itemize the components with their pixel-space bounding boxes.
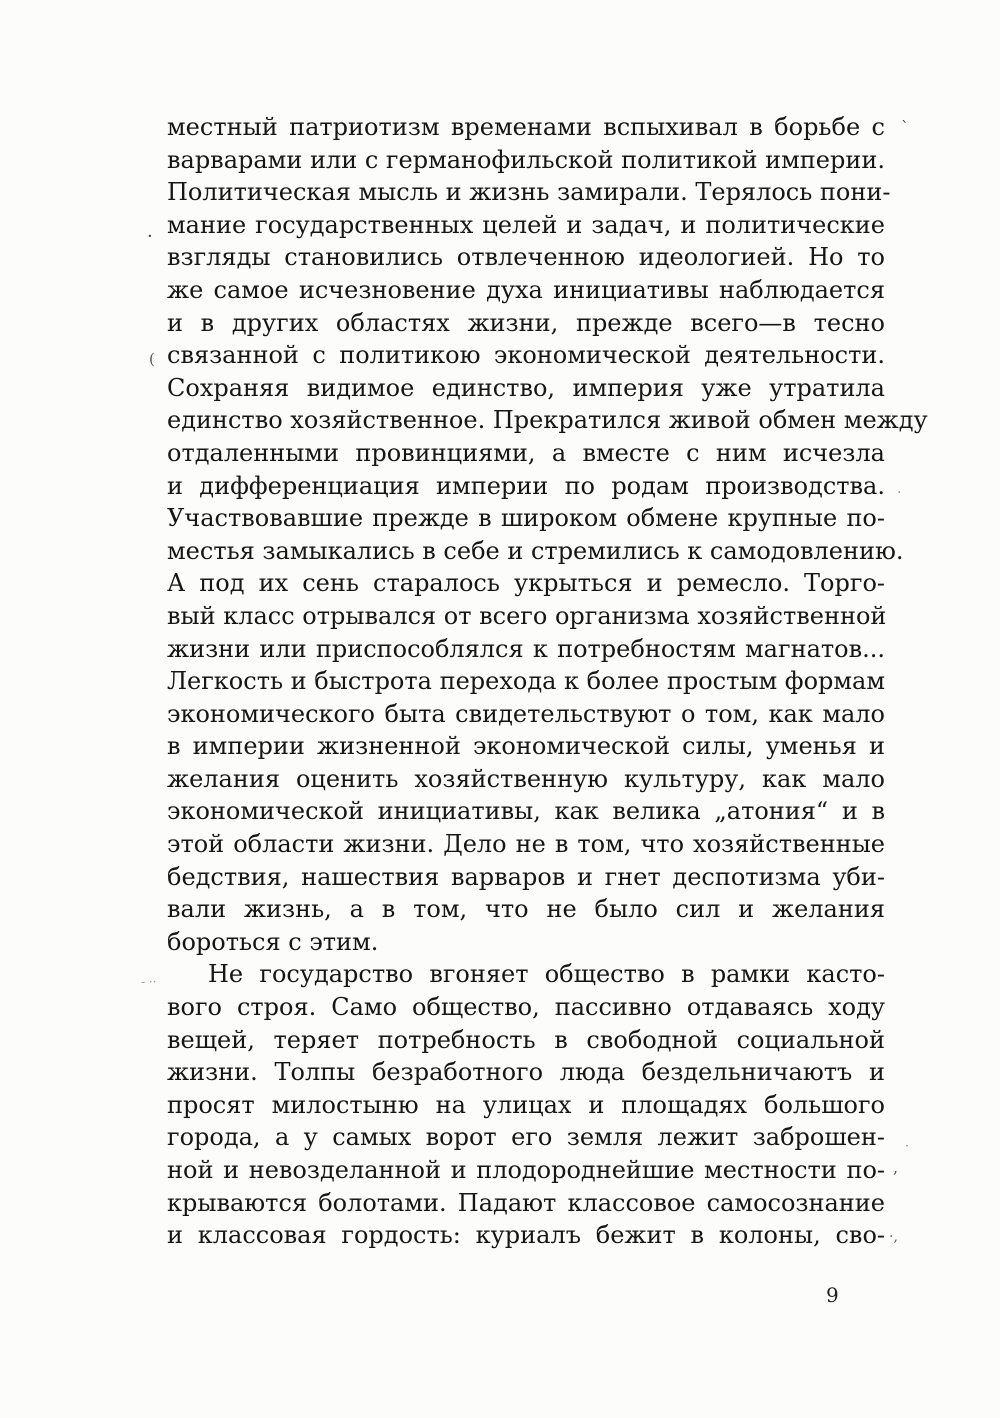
text-line: Легкость и быстрота перехода к более простым формам: [167, 667, 886, 696]
scan-artifact: - ··: [141, 975, 157, 989]
text-line: вали жизнь, а в том, что не было сил и желания: [167, 895, 885, 924]
text-line: и классовая гордость: куриалъ бежит в колоны, сво-: [167, 1221, 885, 1250]
page-text: [167, 111, 928, 1252]
text-line: бороться с этим.: [167, 927, 379, 956]
text-line: вещей, теряет потребность в свободной социальной: [167, 1025, 885, 1054]
text-line: вый класс отрывался от всего организма хозяйственной: [167, 601, 887, 630]
text-line: просят милостыню на улицах и площадях большого: [167, 1090, 885, 1119]
text-line: экономического быта свидетельствуют о том, как мало: [167, 699, 885, 728]
text-line: Не государство вгоняет общество в рамки касто-: [208, 960, 885, 989]
text-line: Сохраняя видимое единство, империя уже утратила: [167, 373, 885, 402]
text-line: этой области жизни. Дело не в том, что хозяйственные: [167, 830, 885, 859]
text-line: Политическая мысль и жизнь замирали. Терялось пони-: [167, 178, 891, 207]
text-line: взгляды становились отвлеченною идеологией. Но то: [167, 243, 885, 272]
scan-artifact: ·: [905, 1139, 910, 1154]
text-line: мание государственных целей и задач, и политические: [167, 210, 885, 239]
scan-artifact: `: [901, 118, 909, 137]
text-line: варварами или с германофильской политикой империи.: [167, 145, 885, 174]
text-line: в империи жизненной экономической силы, уменья и: [167, 732, 885, 761]
text-line: экономической инициативы, как велика „атония“ и в: [167, 797, 885, 826]
text-line: бедствия, нашествия варваров и гнет деспотизма уби-: [167, 862, 885, 891]
scan-artifact: ·,: [889, 1229, 898, 1245]
text-line: местья замыкались в себе и стремились к самодовлению.: [167, 536, 904, 565]
text-line: и в других областях жизни, прежде всего—в тесно: [167, 308, 885, 337]
text-line: крываются болотами. Падают классовое самосознание: [167, 1188, 885, 1217]
text-line: вого строя. Само общество, пассивно отдаваясь ходу: [167, 993, 885, 1022]
text-line: желания оценить хозяйственную культуру, как мало: [167, 764, 885, 793]
scan-artifact: (: [149, 350, 155, 368]
text-line: связанной с политикою экономической деятельности.: [167, 341, 885, 370]
text-line: отдаленными провинциями, а вместе с ним исчезла: [167, 438, 885, 467]
text-line: жизни или приспособлялся к потребностям магнатов...: [167, 634, 885, 663]
text-line: единство хозяйственное. Прекратился живой обмен между: [167, 406, 928, 435]
text-line: и дифференциация империи по родам производства.: [167, 471, 885, 500]
text-line: же самое исчезновение духа инициативы наблюдается: [167, 275, 885, 304]
text-line: Участвовавшие прежде в широком обмене крупные по-: [167, 504, 885, 533]
text-line: города, а у самых ворот его земля лежит заброшен-: [167, 1123, 885, 1152]
text-line: А под их сень старалось укрыться и ремесло. Торго-: [167, 569, 885, 598]
text-line: местный патриотизм временами вспыхивал в борьбе с: [167, 113, 885, 141]
scan-artifact: ·: [897, 485, 902, 501]
page-number: 9: [826, 1283, 840, 1307]
scan-artifact: ·: [147, 226, 153, 247]
scan-artifact: ,: [893, 1158, 899, 1177]
text-line: жизни. Толпы безработного люда бездельничаютъ и: [167, 1058, 885, 1087]
text-line: ной и невозделанной и плодороднейшие местности по-: [167, 1156, 885, 1184]
